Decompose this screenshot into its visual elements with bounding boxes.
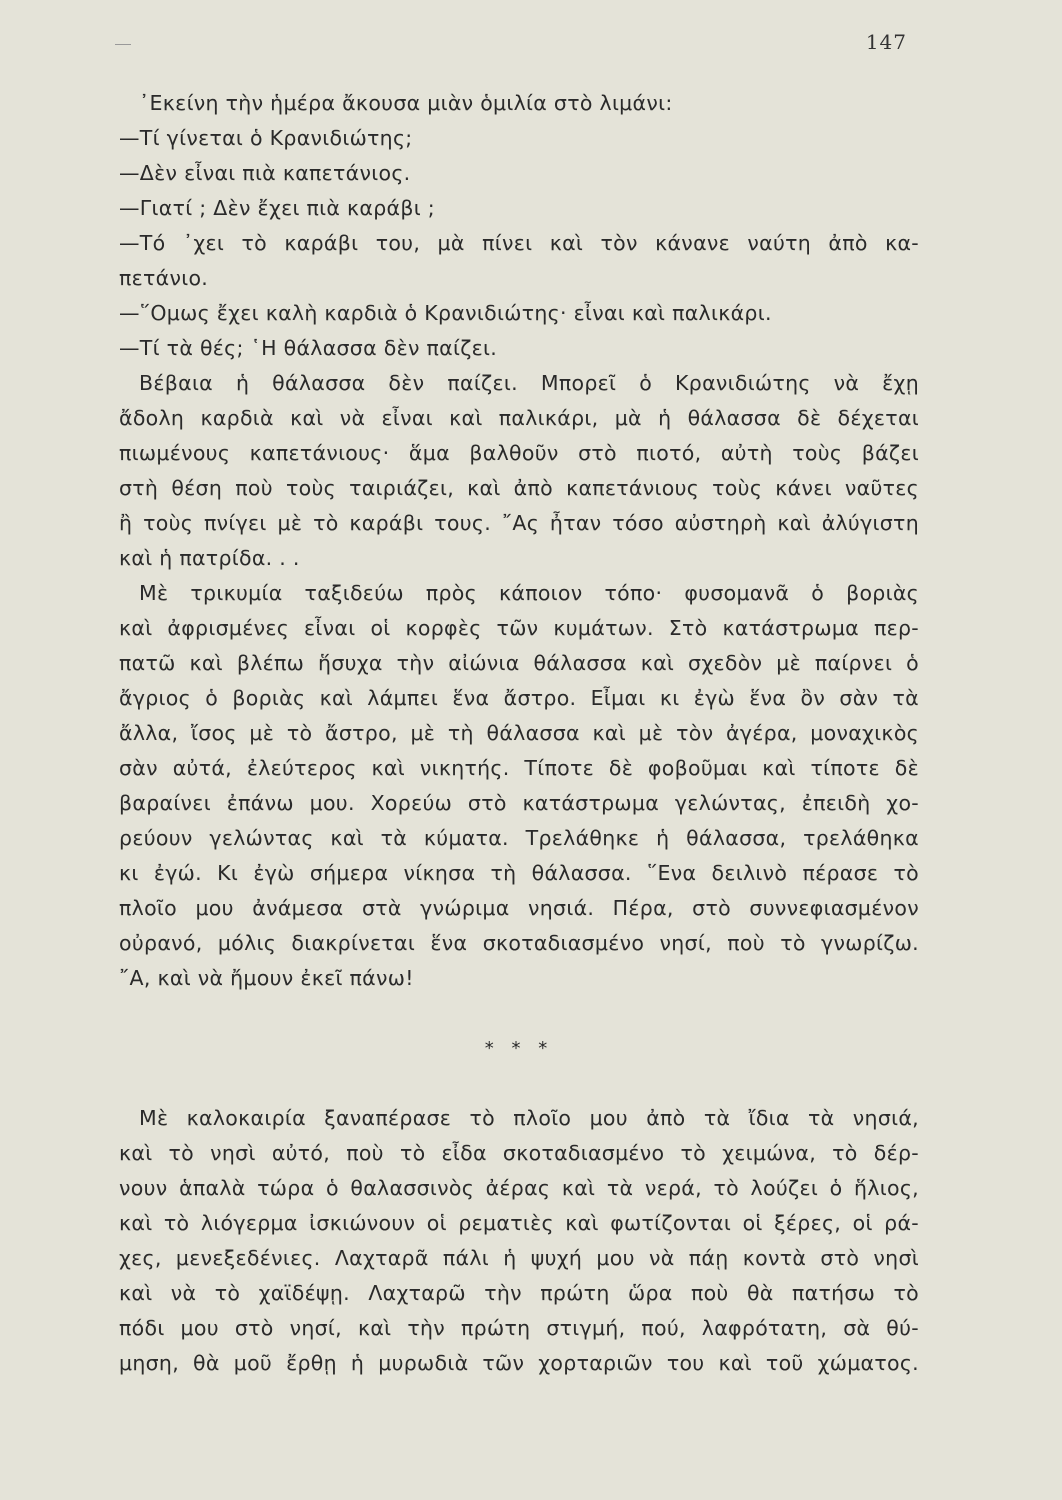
text-line: καὶ ἡ πατρίδα. . . <box>119 546 300 570</box>
page-number: 147 <box>865 30 907 54</box>
text-line: —Τό ᾿χει τὸ καράβι του, μὰ πίνει καὶ τὸν κάνανε ναύτη ἀπὸ κα- <box>119 231 919 255</box>
text-line: ἄλλα, ἴσος μὲ τὸ ἄστρο, μὲ τὴ θάλασσα καὶ μὲ τὸν ἀγέρα, μοναχικὸς <box>119 721 919 745</box>
body-text <box>119 86 919 1381</box>
text-line: ρεύουν γελώντας καὶ τὰ κύματα. Τρελάθηκε ἡ θάλασσα, τρελάθηκα <box>119 826 919 850</box>
text-line: σὰν αὐτά, ἐλεύτερος καὶ νικητής. Τίποτε δὲ φοβοῦμαι καὶ τίποτε δὲ <box>119 756 919 780</box>
text-line: μηση, θὰ μοῦ ἔρθῃ ἡ μυρωδιὰ τῶν χορταριῶν του καὶ τοῦ χώματος. <box>119 1351 919 1375</box>
text-line: νουν ἁπαλὰ τώρα ὁ θαλασσινὸς ἀέρας καὶ τὰ νερά, τὸ λούζει ὁ ἥλιος, <box>119 1176 919 1200</box>
text-line: ῎Α, καὶ νὰ ἤμουν ἐκεῖ πάνω! <box>119 966 414 990</box>
text-line: —Τί γίνεται ὁ Κρανιδιώτης; <box>119 126 413 150</box>
text-line: πατῶ καὶ βλέπω ἥσυχα τὴν αἰώνια θάλασσα καὶ σχεδὸν μὲ παίρνει ὁ <box>119 651 919 675</box>
text-line: χες, μενεξεδένιες. Λαχταρᾶ πάλι ἡ ψυχή μου νὰ πάῃ κοντὰ στὸ νησὶ <box>119 1246 919 1270</box>
text-block-before-separator <box>119 86 919 996</box>
text-line: καὶ τὸ νησὶ αὐτό, ποὺ τὸ εἶδα σκοταδιασμένο τὸ χειμώνα, τὸ δέρ- <box>119 1141 919 1165</box>
text-line: ἄδολη καρδιὰ καὶ νὰ εἶναι καὶ παλικάρι, μὰ ἡ θάλασσα δὲ δέχεται <box>119 406 919 430</box>
text-line: ᾿Εκείνη τὴν ἡμέρα ἄκουσα μιὰν ὁμιλία στὸ λιμάνι: <box>139 91 673 115</box>
text-line: πόδι μου στὸ νησί, καὶ τὴν πρώτη στιγμή, πού, λαφρότατη, σὰ θύ- <box>119 1316 919 1340</box>
corner-mark <box>115 44 131 45</box>
text-line: —῞Ομως ἔχει καλὴ καρδιὰ ὁ Κρανιδιώτης· εἶναι καὶ παλικάρι. <box>119 301 772 325</box>
spacer <box>119 1066 919 1101</box>
text-line: —Γιατί ; Δὲν ἔχει πιὰ καράβι ; <box>119 196 435 220</box>
spacer <box>119 996 919 1031</box>
text-line: καὶ νὰ τὸ χαϊδέψῃ. Λαχταρῶ τὴν πρώτη ὥρα ποὺ θὰ πατήσω τὸ <box>119 1281 919 1305</box>
section-separator: * * * <box>484 1038 554 1059</box>
text-line: πετάνιο. <box>119 266 209 290</box>
text-line: καὶ ἀφρισμένες εἶναι οἱ κορφὲς τῶν κυμάτων. Στὸ κατάστρωμα περ- <box>119 616 919 640</box>
text-line: καὶ τὸ λιόγερμα ἰσκιώνουν οἱ ρεματιὲς καὶ φωτίζονται οἱ ξέρες, οἱ ρά- <box>119 1211 919 1235</box>
text-line: κι ἐγώ. Κι ἐγὼ σήμερα νίκησα τὴ θάλασσα. ῞Ενα δειλινὸ πέρασε τὸ <box>119 861 919 885</box>
text-line: Μὲ καλοκαιρία ξαναπέρασε τὸ πλοῖο μου ἀπὸ τὰ ἴδια τὰ νησιά, <box>139 1106 919 1130</box>
text-line: ἄγριος ὁ βοριὰς καὶ λάμπει ἕνα ἄστρο. Εἶμαι κι ἐγὼ ἕνα ὂν σὰν τὰ <box>119 686 919 710</box>
text-block-after-separator <box>119 1101 919 1381</box>
text-line: Βέβαια ἡ θάλασσα δὲν παίζει. Μπορεῖ ὁ Κρανιδιώτης νὰ ἔχῃ <box>139 371 919 395</box>
text-line: ἢ τοὺς πνίγει μὲ τὸ καράβι τους. ῎Ας ἦταν τόσο αὐστηρὴ καὶ ἀλύγιστη <box>119 511 919 535</box>
text-line: —Τί τὰ θές; ῾Η θάλασσα δὲν παίζει. <box>119 336 498 360</box>
text-line: πλοῖο μου ἀνάμεσα στὰ γνώριμα νησιά. Πέρα, στὸ συννεφιασμένον <box>119 896 919 920</box>
text-line: βαραίνει ἐπάνω μου. Χορεύω στὸ κατάστρωμα γελώντας, ἐπειδὴ χο- <box>119 791 919 815</box>
text-line: οὐρανό, μόλις διακρίνεται ἕνα σκοταδιασμένο νησί, ποὺ τὸ γνωρίζω. <box>119 931 919 955</box>
text-line: πιωμένους καπετάνιους· ἅμα βαλθοῦν στὸ πιοτό, αὐτὴ τοὺς βάζει <box>119 441 919 465</box>
text-line: —Δὲν εἶναι πιὰ καπετάνιος. <box>119 161 411 185</box>
text-line: Μὲ τρικυμία ταξιδεύω πρὸς κάποιον τόπο· φυσομανᾶ ὁ βοριὰς <box>139 581 919 605</box>
text-line: στὴ θέση ποὺ τοὺς ταιριάζει, καὶ ἀπὸ καπετάνιους τοὺς κάνει ναῦτες <box>119 476 919 500</box>
